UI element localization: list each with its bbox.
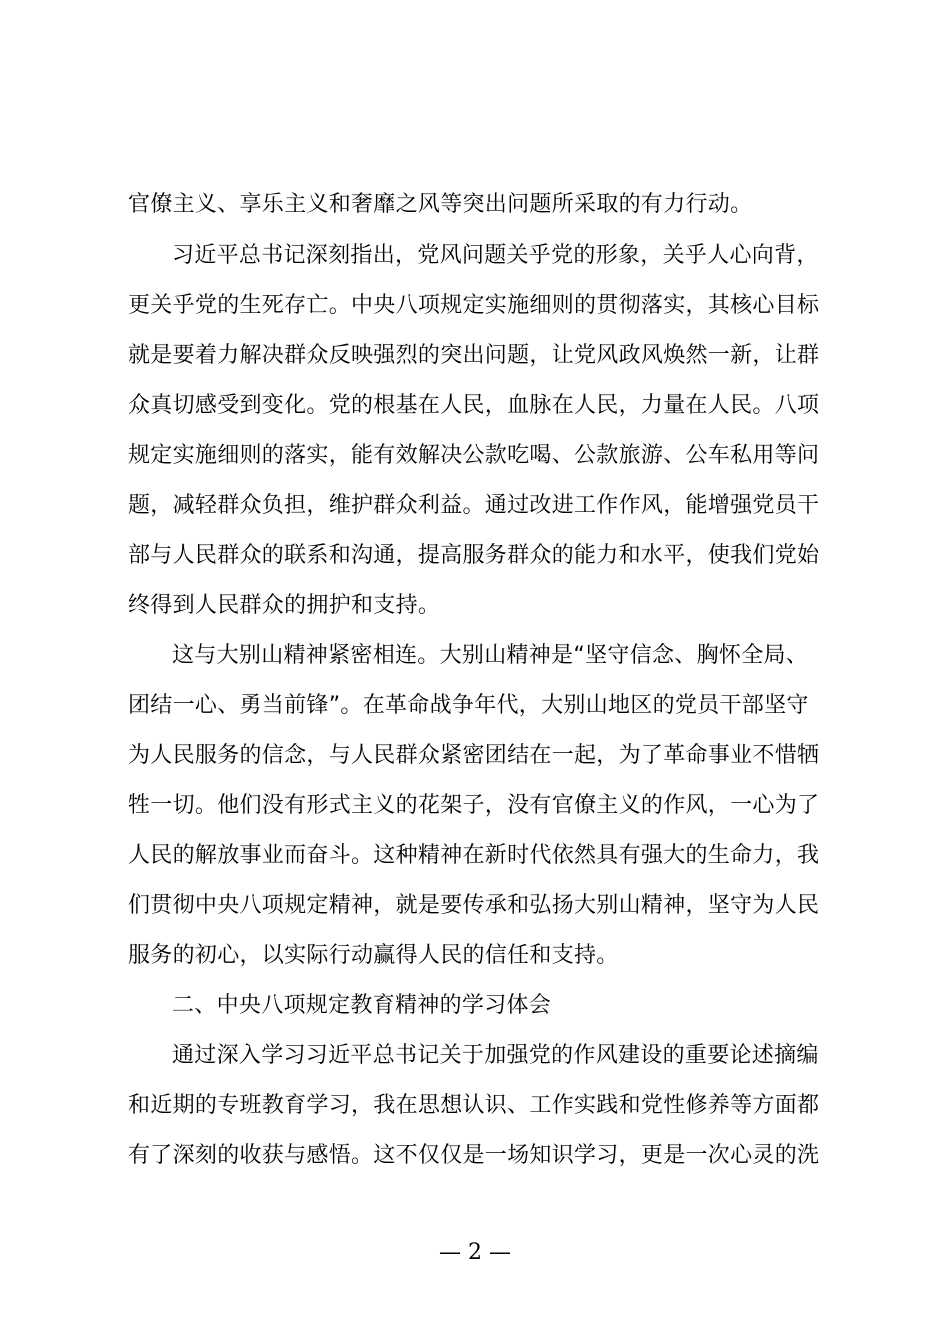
body-text-line: 团结一心、勇当前锋”。在革命战争年代，大别山地区的党员干部坚守	[128, 693, 809, 718]
body-text-line: 众真切感受到变化。党的根基在人民，血脉在人民，力量在人民。八项	[128, 393, 820, 418]
body-text-line: 部与人民群众的联系和沟通，提高服务群众的能力和水平，使我们党始	[128, 543, 820, 568]
body-text-line: 规定实施细则的落实，能有效解决公款吃喝、公款旅游、公车私用等问	[128, 443, 820, 468]
body-text-line: 官僚主义、享乐主义和奢靡之风等突出问题所采取的有力行动。	[128, 192, 753, 217]
body-text-line: 人民的解放事业而奋斗。这种精神在新时代依然具有强大的生命力，我	[128, 843, 820, 868]
body-text-line: 终得到人民群众的拥护和支持。	[128, 593, 441, 618]
body-text-line: 就是要着力解决群众反映强烈的突出问题，让党风政风焕然一新，让群	[128, 343, 820, 368]
body-text-line: 服务的初心，以实际行动赢得人民的信任和支持。	[128, 943, 619, 968]
body-text-line: 更关乎党的生死存亡。中央八项规定实施细则的贯彻落实，其核心目标	[128, 293, 820, 318]
body-text-line: 和近期的专班教育学习，我在思想认识、工作实践和党性修养等方面都	[128, 1093, 820, 1118]
section-heading: 二、中央八项规定教育精神的学习体会	[172, 993, 552, 1018]
page-number: — 2 —	[439, 1240, 511, 1265]
body-text-line: 题，减轻群众负担，维护群众利益。通过改进工作作风，能增强党员干	[128, 493, 820, 518]
body-text-line: 为人民服务的信念，与人民群众紧密团结在一起，为了革命事业不惜牺	[128, 743, 820, 768]
paragraph-first-line: 通过深入学习习近平总书记关于加强党的作风建设的重要论述摘编	[172, 1043, 819, 1068]
body-text-line: 有了深刻的收获与感悟。这不仅仅是一场知识学习，更是一次心灵的洗	[128, 1143, 820, 1168]
paragraph-first-line: 习近平总书记深刻指出，党风问题关乎党的形象，关乎人心向背，	[172, 243, 819, 268]
body-text-line: 们贯彻中央八项规定精神，就是要传承和弘扬大别山精神，坚守为人民	[128, 893, 820, 918]
body-text-line: 牲一切。他们没有形式主义的花架子，没有官僚主义的作风，一心为了	[128, 793, 820, 818]
paragraph-first-line: 这与大别山精神紧密相连。大别山精神是“坚守信念、胸怀全局、	[172, 643, 809, 668]
